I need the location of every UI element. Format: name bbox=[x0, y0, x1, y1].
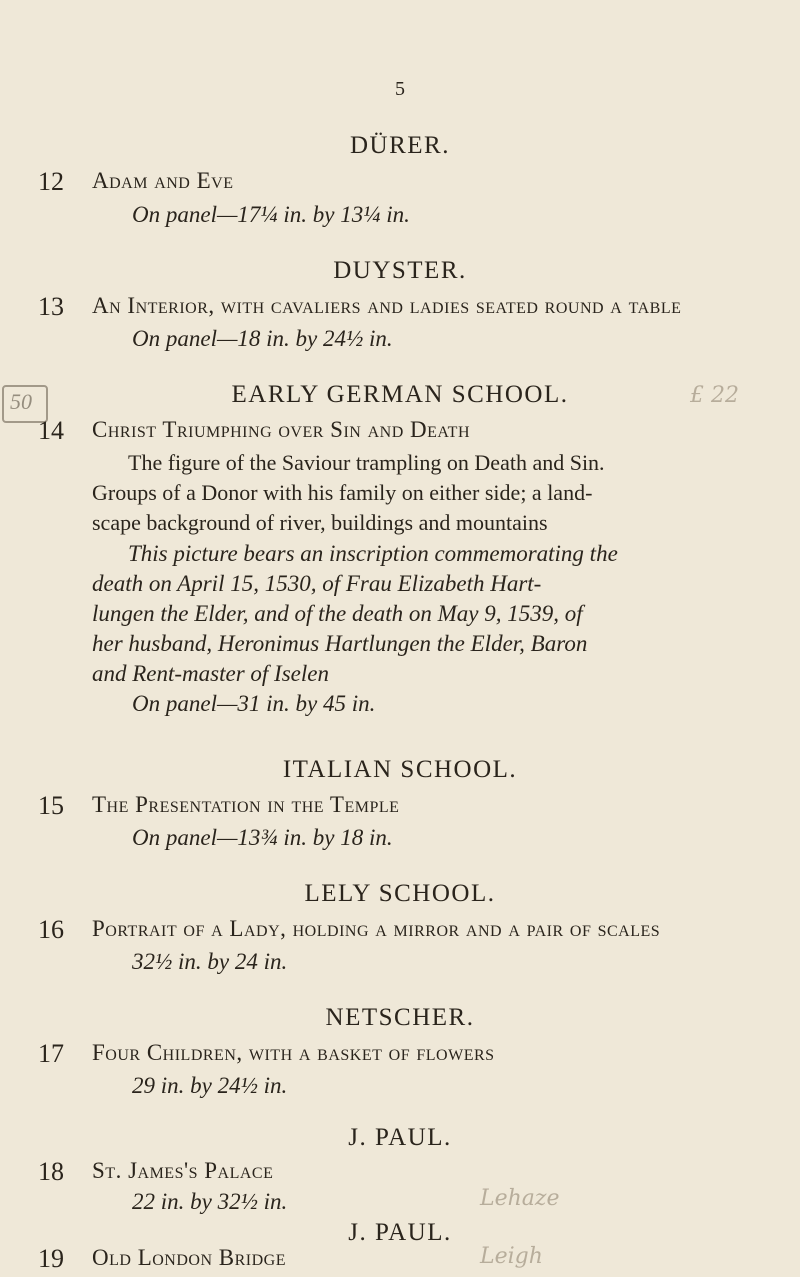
lot-size: On panel—18 in. by 24½ in. bbox=[132, 326, 393, 351]
lot-title: The Presentation in the Temple bbox=[92, 792, 400, 817]
school-heading: DÜRER. bbox=[350, 132, 450, 159]
page-number: 5 bbox=[395, 78, 405, 100]
handwritten-price: £ 22 bbox=[690, 383, 739, 408]
school-heading: NETSCHER. bbox=[325, 1004, 475, 1031]
school-heading: DUYSTER. bbox=[333, 257, 467, 284]
lot-number: 17 bbox=[38, 1039, 64, 1068]
lot-description: Groups of a Donor with his family on either side; a land- bbox=[92, 480, 593, 505]
handwritten-note: Lehaze bbox=[480, 1186, 560, 1211]
lot-description: The figure of the Saviour trampling on Death and Sin. bbox=[128, 450, 605, 475]
margin-stamp-text: 50 bbox=[10, 389, 32, 414]
lot-number: 18 bbox=[38, 1157, 64, 1186]
lot-size: 32½ in. by 24 in. bbox=[132, 949, 288, 974]
school-heading: J. PAUL. bbox=[348, 1219, 452, 1246]
lot-inscription: death on April 15, 1530, of Frau Elizabeth Hart- bbox=[92, 571, 542, 596]
lot-title: Adam and Eve bbox=[92, 168, 234, 193]
lot-size: On panel—13¾ in. by 18 in. bbox=[132, 825, 393, 850]
lot-inscription: and Rent-master of Iselen bbox=[92, 661, 329, 686]
lot-size: 22 in. by 32½ in. bbox=[132, 1189, 288, 1214]
lot-inscription: her husband, Heronimus Hartlungen the Elder, Baron bbox=[92, 631, 588, 656]
lot-title: An Interior, with cavaliers and ladies seated round a table bbox=[92, 293, 682, 318]
lot-title: St. James's Palace bbox=[92, 1158, 274, 1183]
lot-title: Four Children, with a basket of flowers bbox=[92, 1040, 495, 1065]
lot-title: Christ Triumphing over Sin and Death bbox=[92, 417, 471, 442]
lot-size: On panel—31 in. by 45 in. bbox=[132, 691, 376, 716]
school-heading: J. PAUL. bbox=[348, 1124, 452, 1151]
lot-inscription: lungen the Elder, and of the death on May 9, 1539, of bbox=[92, 601, 583, 626]
lot-description: scape background of river, buildings and mountains bbox=[92, 510, 548, 535]
lot-inscription: This picture bears an inscription commemorating the bbox=[128, 541, 618, 566]
lot-number: 15 bbox=[38, 791, 64, 820]
lot-number: 12 bbox=[38, 167, 64, 196]
lot-title: Old London Bridge bbox=[92, 1245, 286, 1270]
lot-number: 13 bbox=[38, 292, 64, 321]
lot-size: On panel—17¼ in. by 13¼ in. bbox=[132, 202, 410, 227]
school-heading: LELY SCHOOL. bbox=[304, 880, 496, 907]
lot-size: 29 in. by 24½ in. bbox=[132, 1073, 288, 1098]
lot-number: 16 bbox=[38, 915, 64, 944]
lot-number: 19 bbox=[38, 1244, 64, 1273]
lot-number: 14 bbox=[38, 416, 64, 445]
handwritten-note: Leigh bbox=[480, 1244, 543, 1269]
school-heading: ITALIAN SCHOOL. bbox=[282, 756, 518, 783]
school-heading: EARLY GERMAN SCHOOL. bbox=[231, 381, 569, 408]
lot-title: Portrait of a Lady, holding a mirror and a pair of scales bbox=[92, 916, 661, 941]
